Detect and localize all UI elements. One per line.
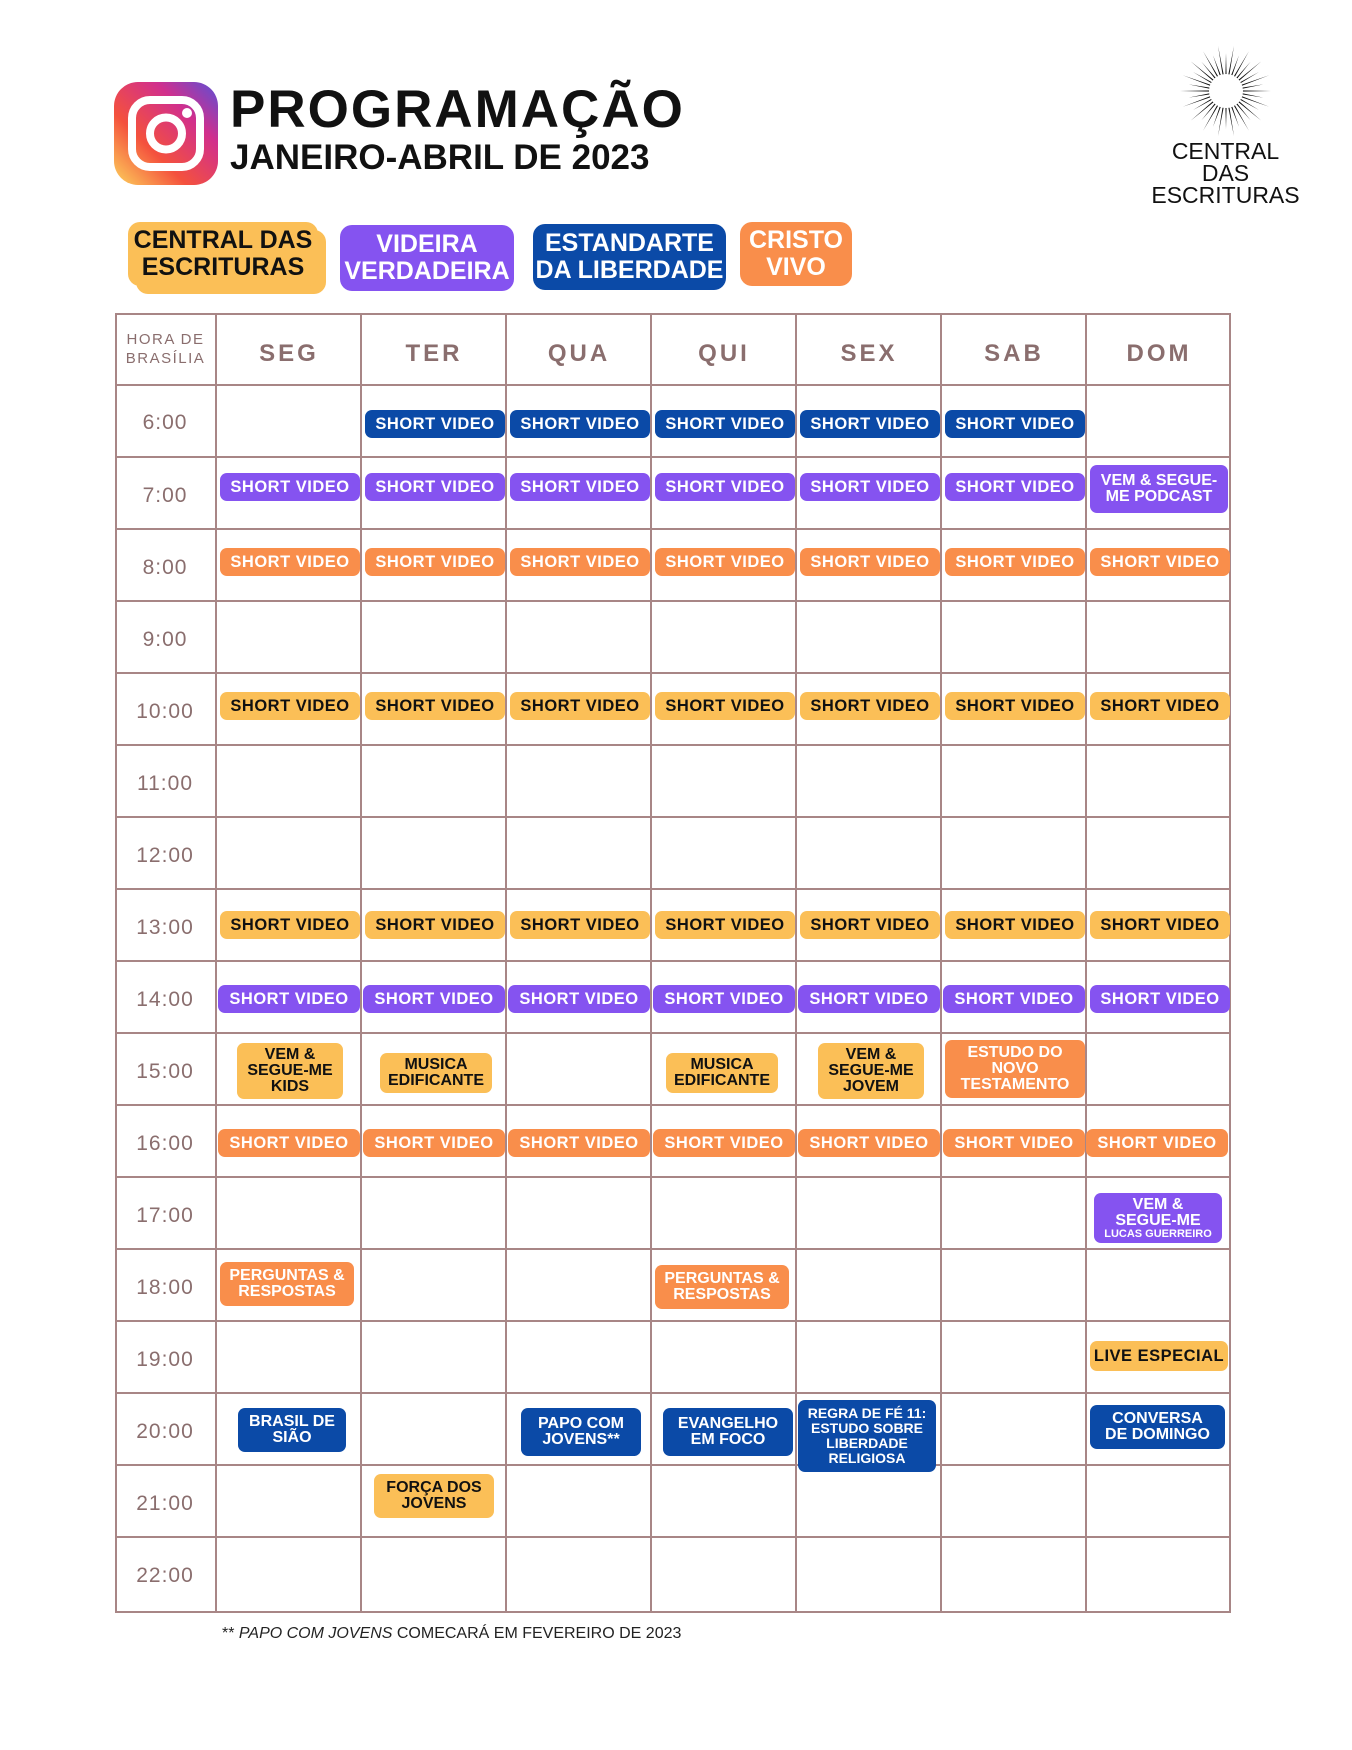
program-short-video[interactable]: SHORT VIDEO — [800, 548, 940, 576]
footnote-prefix: ** — [222, 1625, 239, 1642]
grid-column-line — [215, 313, 217, 1613]
program-short-video[interactable]: SHORT VIDEO — [220, 911, 360, 939]
program-label: PERGUNTAS & — [664, 1270, 780, 1287]
program-label: JOVEM — [842, 1078, 899, 1095]
legend-label: VIDEIRA — [376, 230, 478, 258]
hour-label: 14:00 — [136, 988, 194, 1011]
program-short-video[interactable]: SHORT VIDEO — [800, 473, 940, 501]
program-short-video[interactable]: SHORT VIDEO — [365, 911, 505, 939]
grid-column-line — [1085, 313, 1087, 1613]
program-vem-segue-me-kids[interactable] — [237, 1043, 343, 1099]
program-short-video[interactable]: SHORT VIDEO — [365, 692, 505, 720]
legend-label: VERDADEIRA — [344, 257, 510, 285]
day-header-qua: QUA — [547, 340, 611, 367]
grid-row-line — [115, 1176, 1231, 1178]
program-short-video[interactable]: SHORT VIDEO — [508, 985, 650, 1013]
program-label: CONVERSA — [1112, 1410, 1203, 1427]
grid-row-line — [115, 384, 1231, 386]
page-subtitle: JANEIRO-ABRIL DE 2023 — [230, 138, 650, 177]
hour-label: 17:00 — [136, 1204, 194, 1227]
program-label: VEM & — [1132, 1195, 1184, 1213]
footnote-italic: PAPO COM JOVENS — [238, 1625, 393, 1642]
hour-label: 6:00 — [142, 411, 188, 434]
program-musica-edificante[interactable] — [380, 1053, 492, 1093]
program-short-video[interactable]: SHORT VIDEO — [510, 692, 650, 720]
program-label: MUSICA — [690, 1056, 754, 1073]
grid-row-line — [115, 1104, 1231, 1106]
program-label: SEGUE-ME — [828, 1062, 914, 1079]
program-short-video[interactable]: SHORT VIDEO — [655, 410, 795, 438]
footnote — [222, 1625, 681, 1643]
program-short-video[interactable]: SHORT VIDEO — [800, 692, 940, 720]
hour-label: 13:00 — [136, 916, 194, 939]
legend-videira-verdadeira — [340, 225, 514, 291]
program-short-video[interactable]: SHORT VIDEO — [655, 911, 795, 939]
program-label: ESTUDO SOBRE — [810, 1420, 923, 1436]
program-vem-segue-me-jovem[interactable] — [818, 1043, 924, 1099]
program-short-video[interactable]: SHORT VIDEO — [655, 548, 795, 576]
sunburst-icon — [1176, 44, 1276, 138]
program-short-video[interactable]: SHORT VIDEO — [655, 473, 795, 501]
program-short-video[interactable]: SHORT VIDEO — [363, 1129, 505, 1157]
hour-header-line: BRASÍLIA — [125, 350, 206, 367]
program-label: ME PODCAST — [1105, 488, 1213, 505]
program-label: NOVO — [991, 1060, 1039, 1077]
program-short-video[interactable]: SHORT VIDEO — [218, 985, 360, 1013]
grid-row-line — [115, 600, 1231, 602]
program-label: JOVENS — [401, 1495, 467, 1512]
program-short-video[interactable]: SHORT VIDEO — [943, 985, 1085, 1013]
grid-row-line — [115, 816, 1231, 818]
hour-header-line: HORA DE — [126, 331, 205, 348]
program-short-video[interactable]: SHORT VIDEO — [363, 985, 505, 1013]
program-label: EDIFICANTE — [388, 1072, 484, 1089]
program-label: EVANGELHO — [677, 1415, 779, 1432]
program-label: RESPOSTAS — [238, 1283, 336, 1300]
program-short-video[interactable]: SHORT VIDEO — [510, 548, 650, 576]
instagram-icon — [114, 82, 218, 185]
program-label: EM FOCO — [690, 1431, 766, 1448]
program-short-video[interactable]: SHORT VIDEO — [365, 410, 505, 438]
hour-label: 15:00 — [136, 1060, 194, 1083]
legend-central-das-escrituras — [128, 222, 318, 286]
day-header-ter: TER — [405, 340, 463, 367]
program-label: REGRA DE FÉ 11: — [807, 1405, 927, 1421]
program-label: FORÇA DOS — [386, 1479, 482, 1496]
grid-row-line — [115, 1464, 1231, 1466]
central-das-escrituras-logo — [1148, 44, 1303, 208]
hour-label: 20:00 — [136, 1420, 194, 1443]
program-label: KIDS — [270, 1078, 310, 1095]
program-short-video[interactable]: SHORT VIDEO — [1090, 692, 1230, 720]
legend-label: ESCRITURAS — [141, 253, 305, 281]
grid-column-line — [360, 313, 362, 1613]
page-title: PROGRAMAÇÃO — [230, 80, 685, 139]
program-live-especial[interactable]: LIVE ESPECIAL — [1090, 1341, 1228, 1371]
program-short-video[interactable]: SHORT VIDEO — [945, 692, 1085, 720]
program-label: SEGUE-ME — [1115, 1211, 1201, 1229]
program-short-video[interactable]: SHORT VIDEO — [653, 1129, 795, 1157]
program-label: RELIGIOSA — [828, 1450, 906, 1466]
grid-row-line — [115, 960, 1231, 962]
hour-column-header — [118, 330, 213, 368]
program-label: VEM & SEGUE- — [1100, 472, 1218, 489]
program-label: SIÃO — [272, 1429, 312, 1446]
brand-line-1: CENTRAL DAS — [1171, 138, 1280, 186]
hour-label: 8:00 — [142, 556, 188, 579]
program-short-video[interactable]: SHORT VIDEO — [1086, 1129, 1228, 1157]
day-header-dom: DOM — [1126, 340, 1192, 367]
brand-line-2: ESCRITURAS — [1151, 182, 1300, 208]
program-short-video[interactable]: SHORT VIDEO — [943, 1129, 1085, 1157]
program-evangelho-em-foco[interactable] — [663, 1408, 793, 1456]
day-header-sex: SEX — [840, 340, 898, 367]
program-short-video[interactable]: SHORT VIDEO — [800, 911, 940, 939]
program-short-video[interactable]: SHORT VIDEO — [945, 473, 1085, 501]
program-short-video[interactable]: SHORT VIDEO — [510, 410, 650, 438]
program-label: JOVENS** — [542, 1431, 620, 1448]
legend-label: CENTRAL DAS — [133, 226, 313, 254]
program-label: LIBERDADE — [826, 1435, 908, 1451]
program-estudo-do-novo-testamento[interactable] — [945, 1040, 1085, 1098]
hour-label: 10:00 — [136, 700, 194, 723]
program-vem-segue-me-podcast[interactable] — [1090, 465, 1228, 513]
program-short-video[interactable]: SHORT VIDEO — [510, 473, 650, 501]
day-header-sab: SAB — [984, 340, 1044, 367]
program-short-video[interactable]: SHORT VIDEO — [510, 911, 650, 939]
grid-row-line — [115, 1392, 1231, 1394]
program-label: BRASIL DE — [249, 1413, 335, 1430]
program-short-video[interactable]: SHORT VIDEO — [220, 692, 360, 720]
program-label: RESPOSTAS — [673, 1286, 771, 1303]
program-label: MUSICA — [404, 1056, 468, 1073]
program-label: ESTUDO DO — [967, 1044, 1063, 1061]
program-short-video[interactable]: SHORT VIDEO — [218, 1129, 360, 1157]
program-short-video[interactable]: SHORT VIDEO — [365, 548, 505, 576]
program-short-video[interactable]: SHORT VIDEO — [800, 410, 940, 438]
footnote-text: COMECARÁ EM FEVEREIRO DE 2023 — [392, 1625, 682, 1642]
program-label: EDIFICANTE — [674, 1072, 770, 1089]
program-short-video[interactable]: SHORT VIDEO — [798, 985, 940, 1013]
grid-column-line — [795, 313, 797, 1613]
hour-label: 16:00 — [136, 1132, 194, 1155]
grid-row-line — [115, 744, 1231, 746]
hour-label: 7:00 — [142, 484, 188, 507]
program-conversa-de-domingo[interactable] — [1090, 1405, 1225, 1449]
program-short-video[interactable]: SHORT VIDEO — [1090, 911, 1230, 939]
program-label: VEM & — [264, 1046, 316, 1063]
hour-label: 21:00 — [136, 1492, 194, 1515]
program-short-video[interactable]: SHORT VIDEO — [220, 548, 360, 576]
day-header-qui: QUI — [698, 340, 750, 367]
program-regra-de-fe-11[interactable] — [798, 1400, 936, 1472]
grid-row-line — [115, 672, 1231, 674]
grid-row-line — [115, 456, 1231, 458]
hour-label: 12:00 — [136, 844, 194, 867]
hour-label: 22:00 — [136, 1564, 194, 1587]
program-short-video[interactable]: SHORT VIDEO — [653, 985, 795, 1013]
hour-label: 11:00 — [137, 772, 193, 795]
program-short-video[interactable]: SHORT VIDEO — [798, 1129, 940, 1157]
grid-row-line — [115, 528, 1231, 530]
program-papo-com-jovens[interactable] — [521, 1408, 641, 1456]
grid-row-line — [115, 1536, 1231, 1538]
program-label: VEM & — [845, 1046, 897, 1063]
hour-label: 18:00 — [136, 1276, 194, 1299]
program-short-video[interactable]: SHORT VIDEO — [945, 548, 1085, 576]
grid-row-line — [115, 888, 1231, 890]
legend-label: CRISTO — [749, 226, 843, 254]
program-short-video[interactable]: SHORT VIDEO — [1090, 548, 1230, 576]
grid-column-line — [940, 313, 942, 1613]
legend-cristo-vivo — [740, 222, 852, 286]
program-short-video[interactable]: SHORT VIDEO — [945, 911, 1085, 939]
program-short-video[interactable]: SHORT VIDEO — [655, 692, 795, 720]
program-vem-segue-me-lucas-guerreiro[interactable] — [1094, 1193, 1222, 1243]
grid-row-line — [115, 1248, 1231, 1250]
program-brasil-de-siao[interactable] — [238, 1408, 346, 1452]
program-label: PERGUNTAS & — [229, 1267, 345, 1284]
legend-estandarte-da-liberdade — [533, 224, 726, 290]
legend-label: VIVO — [766, 253, 826, 281]
grid-row-line — [115, 1320, 1231, 1322]
program-perguntas-e-respostas[interactable] — [220, 1262, 354, 1306]
legend-label: DA LIBERDADE — [535, 256, 724, 284]
program-label: SEGUE-ME — [247, 1062, 333, 1079]
program-label: LUCAS GUERREIRO — [1104, 1227, 1212, 1240]
program-short-video[interactable]: SHORT VIDEO — [220, 473, 360, 501]
program-label: TESTAMENTO — [960, 1076, 1070, 1093]
program-short-video[interactable]: SHORT VIDEO — [365, 473, 505, 501]
grid-column-line — [505, 313, 507, 1613]
grid-column-line — [650, 313, 652, 1613]
program-perguntas-e-respostas[interactable] — [655, 1265, 789, 1309]
program-label: DE DOMINGO — [1105, 1426, 1210, 1443]
program-short-video[interactable]: SHORT VIDEO — [1090, 985, 1230, 1013]
program-short-video[interactable]: SHORT VIDEO — [945, 410, 1085, 438]
program-short-video[interactable]: SHORT VIDEO — [508, 1129, 650, 1157]
hour-label: 9:00 — [142, 628, 188, 651]
program-label: PAPO COM — [538, 1415, 624, 1432]
program-musica-edificante[interactable] — [666, 1053, 778, 1093]
grid-row-line — [115, 1032, 1231, 1034]
day-header-seg: SEG — [259, 340, 319, 367]
program-forca-dos-jovens[interactable] — [374, 1474, 494, 1518]
hour-label: 19:00 — [136, 1348, 194, 1371]
legend-label: ESTANDARTE — [545, 229, 714, 257]
